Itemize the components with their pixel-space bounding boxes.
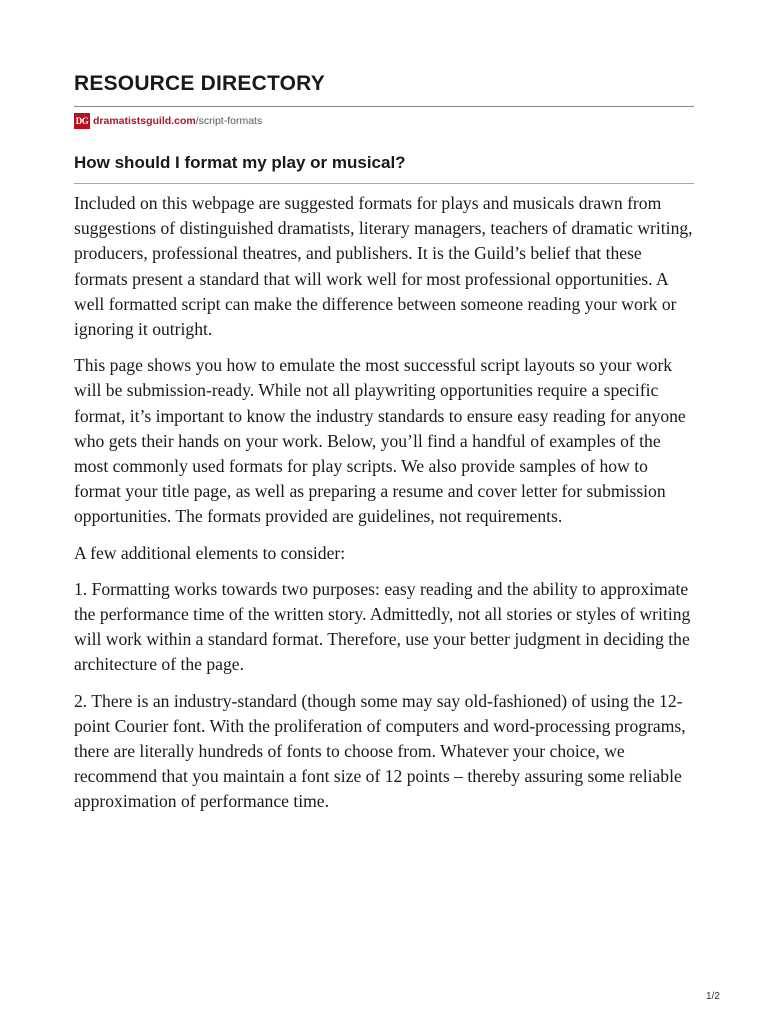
- paragraph-point-2: 2. There is an industry-standard (though some may say old-fashioned) of using the 12-point Courier font. With the proliferation of computers and word-processing programs, there are literally hundreds of fonts to choose from. Whatever your choice, we recommend that you maintain a font size of 12 points – thereby assuring some reliable approximation of performance time.: [74, 690, 686, 812]
- title-divider: [74, 106, 694, 107]
- dramatists-guild-logo-icon: DG: [74, 113, 90, 129]
- source-domain[interactable]: dramatistsguild.com: [93, 115, 196, 127]
- heading-divider: [74, 183, 694, 184]
- paragraph-point-1: 1. Formatting works towards two purposes: easy reading and the ability to approximate the performance time of the written story. Admittedly, not all stories or styles of writing will work within a standard format. Therefore, use your better judgment in deciding the architecture of the page.: [74, 578, 691, 675]
- section-heading: How should I format my play or musical?: [74, 153, 406, 172]
- page-number: 1/2: [706, 991, 720, 1002]
- source-path[interactable]: /script-formats: [195, 115, 263, 127]
- page-title: RESOURCE DIRECTORY: [74, 72, 325, 95]
- paragraph-elements-lead: A few additional elements to consider:: [74, 542, 346, 563]
- paragraph-intro: Included on this webpage are suggested formats for plays and musicals drawn from suggestions of distinguished dramatists, literary managers, teachers of dramatic writing, producers, professional theatres, and publishers. It is the Guild’s belief that these formats present a standard that will work well for most professional opportunities. A well formatted script can make the difference between someone reading your work or ignoring it outright.: [74, 193, 693, 340]
- paragraph-submission: This page shows you how to emulate the most successful script layouts so your work will be submission-ready. While not all playwriting opportunities require a specific format, it’s important to know the industry standards to ensure easy reading for anyone who gets their hands on your work. Below, you’ll find a handful of examples of the most commonly used formats for play scripts. We also provide samples of how to format your title page, as well as preparing a resume and cover letter for submission opportunities. The formats provided are guidelines, not requirements.: [74, 355, 686, 527]
- source-link[interactable]: [74, 112, 262, 130]
- article-body: [74, 191, 699, 826]
